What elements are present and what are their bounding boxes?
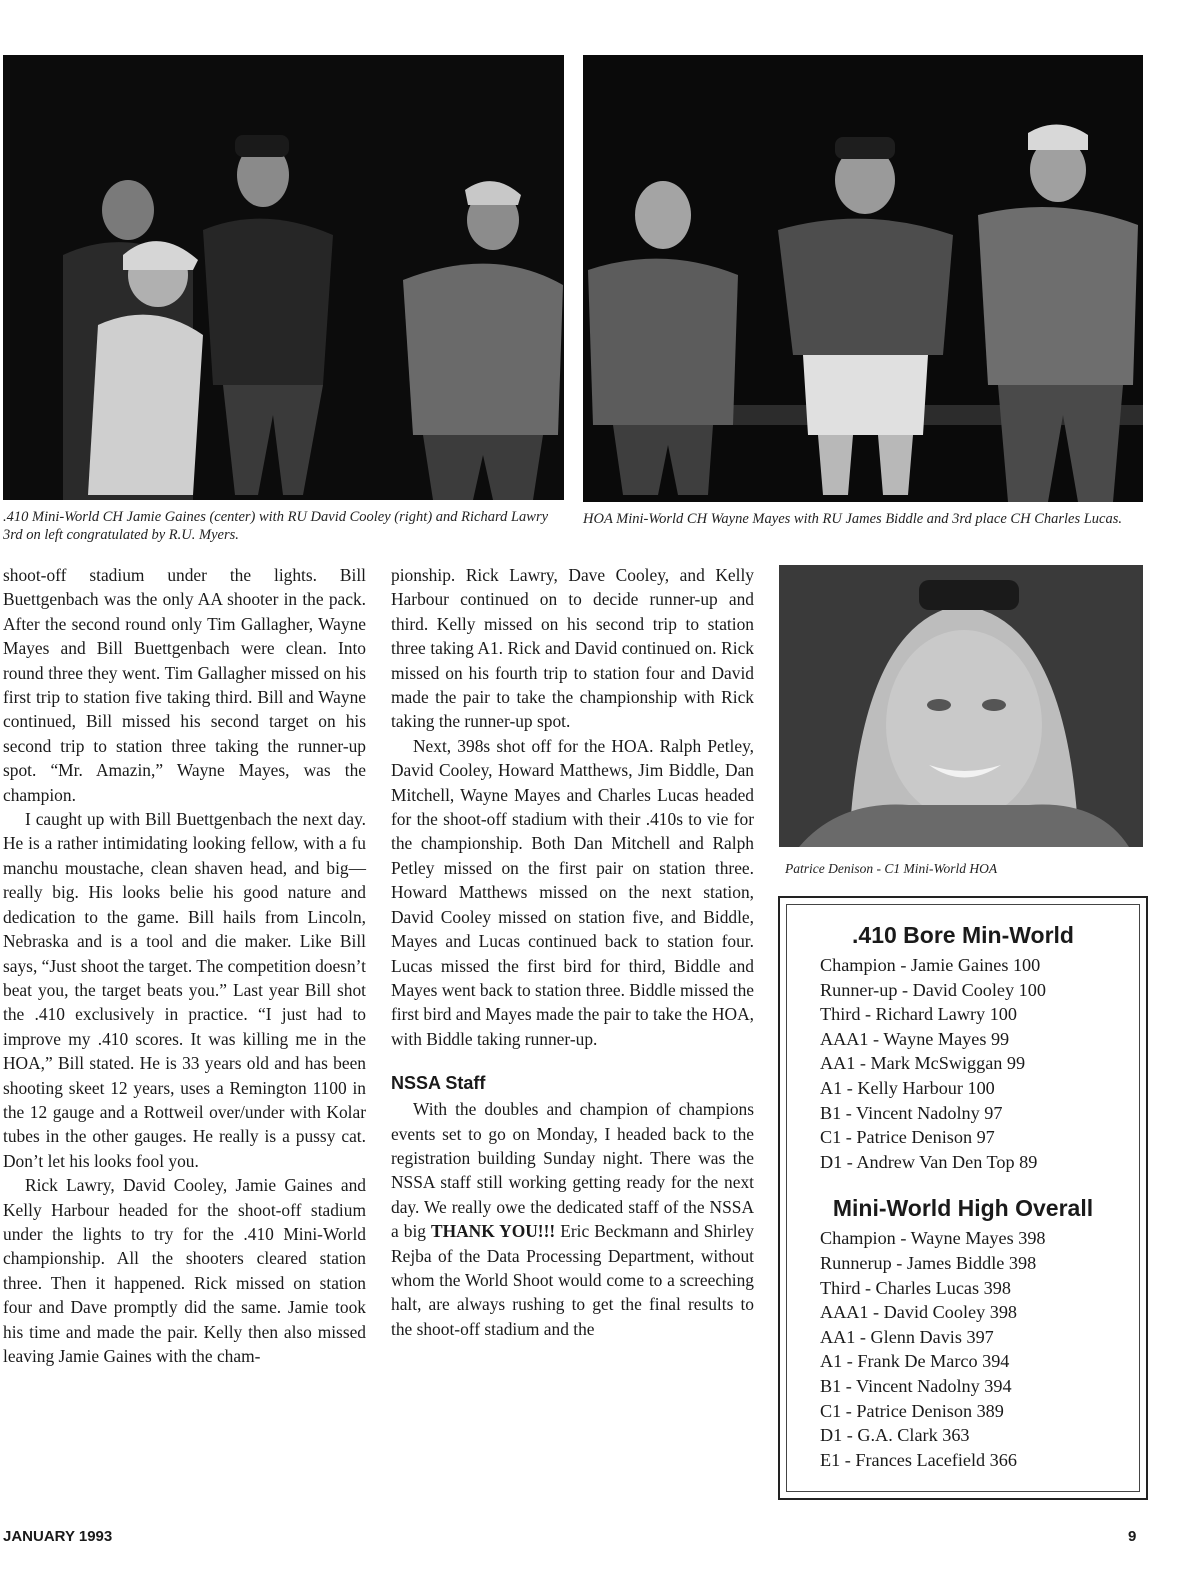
right-photo-caption: HOA Mini-World CH Wayne Mayes with RU James Biddle and 3rd place CH Charles Lucas.	[583, 511, 1123, 527]
paragraph: pionship. Rick Lawry, Dave Cooley, and Kelly Harbour continued on to decide runner-up and third. Kelly missed on his second trip to station three taking A1. Rick and David continued on. Rick missed on his fourth trip to station four and David made the pair to take the championship with Rick taking the runner-up spot.	[391, 565, 754, 732]
result-row: A1 - Kelly Harbour 100	[820, 1077, 995, 1098]
paragraph	[391, 1097, 754, 1341]
result-row: Third - Charles Lucas 398	[820, 1277, 1011, 1298]
photo-mini-world-410-winners	[3, 55, 564, 500]
result-row: C1 - Patrice Denison 97	[820, 1127, 995, 1148]
photo-mini-world-hoa-winners	[583, 55, 1143, 502]
result-row: Third - Richard Lawry 100	[820, 1004, 1017, 1025]
bore-results-title: .410 Bore Min-World	[852, 922, 1074, 948]
result-row: AA1 - Mark McSwiggan 99	[820, 1053, 1026, 1074]
result-row: B1 - Vincent Nadolny 97	[820, 1102, 1003, 1123]
page-number: 9	[1128, 1528, 1137, 1545]
article-column-2	[391, 563, 754, 1341]
paragraph: Rick Lawry, David Cooley, Jamie Gaines and Kelly Harbour headed for the shoot-off stadium under the lights to try for the .410 Mini-World championship. All the shooters cleared station three. Then it happened. Rick missed on station four and Dave promptly did the same. Jamie took his time and made the pair. Kelly then also missed leaving Jamie Gaines with the cham-	[3, 1175, 366, 1366]
result-row: A1 - Frank De Marco 394	[820, 1351, 1010, 1372]
staff-text-before: With the doubles and champion of champions events set to go on Monday, I headed back to the registration building Sunday night. There was the NSSA staff still working getting ready for the next day. We really owe the dedicated staff of the NSSA a big	[391, 1099, 754, 1242]
thank-you-emphasis: THANK YOU!!!	[431, 1221, 556, 1242]
section-heading: NSSA Staff	[391, 1073, 486, 1094]
photo-patrice-denison	[779, 565, 1143, 847]
result-row: Champion - Jamie Gaines 100	[820, 955, 1041, 975]
result-row: D1 - Andrew Van Den Top 89	[820, 1151, 1038, 1172]
result-row: AAA1 - Wayne Mayes 99	[820, 1028, 1010, 1049]
hoa-results-list	[787, 1226, 1139, 1472]
result-row: AA1 - Glenn Davis 397	[820, 1326, 994, 1347]
paragraph: I caught up with Bill Buettgenbach the next day. He is a rather intimidating looking fellow, with a fu manchu moustache, clean shaven head, and big—really big. His looks belie his good nature and dedication to the game. Bill hails from Lincoln, Nebraska and is a tool and die maker. Like Bill says, “Just shoot the target. The competition doesn’t beat you, the target beats you.” Last year Bill shot the .410 exclusively in practice. “I just had to improve my .410 scores. It was killing me in the HOA,” Bill stated. He is 33 years old and has been shooting skeet 12 years, uses a Remington 1100 in the 12 gauge and a Rottweil over/under with Kolar tubes in the other gauges. He really is a pussy cat. Don’t let his looks fool you.	[3, 809, 366, 1171]
hoa-results-title: Mini-World High Overall	[832, 1195, 1094, 1222]
result-row: Champion - Wayne Mayes 398	[820, 1228, 1046, 1249]
result-row: AAA1 - David Cooley 398	[820, 1302, 1018, 1323]
article-column-1	[3, 563, 366, 1368]
results-box-inner	[786, 904, 1140, 1492]
result-row: Runnerup - James Biddle 398	[820, 1252, 1037, 1273]
portrait-caption: Patrice Denison - C1 Mini-World HOA	[785, 861, 998, 876]
paragraph: Next, 398s shot off for the HOA. Ralph Petley, David Cooley, Howard Matthews, Jim Biddle, Dan Mitchell, Wayne Mayes and Charles Lucas headed for the shoot-off stadium with their .410s to vie for the championship. Both Dan Mitchell and Ralph Petley missed on the first pair on station three. Howard Matthews missed on the next station, David Cooley missed on station five, and Biddle, Mayes and Lucas continued back to station four. Lucas missed the first bird for third, Biddle and Mayes went back to station three. Biddle missed the first bird and Mayes made the pair to take the HOA, with Biddle taking runner-up.	[391, 735, 754, 1049]
bore-results-list	[787, 953, 1139, 1174]
left-photo-caption: .410 Mini-World CH Jamie Gaines (center) with RU David Cooley (right) and Richard Lawry 3rd on left congratulated by R.U. Myers.	[3, 509, 549, 543]
result-row: E1 - Frances Lacefield 366	[820, 1449, 1017, 1470]
paragraph: shoot-off stadium under the lights. Bill Buettgenbach was the only AA shooter in the pack. After the second round only Tim Gallagher, Wayne Mayes and Bill Buettgenbach were clean. Into round three they went. Tim Gallagher missed on his first trip to station five taking third. Bill and Wayne continued, Bill missed his second target on his second trip to station three taking the runner-up spot. “Mr. Amazin,” Wayne Mayes, was the champion.	[3, 565, 366, 805]
result-row: Runner-up - David Cooley 100	[820, 979, 1046, 1000]
result-row: C1 - Patrice Denison 389	[820, 1400, 1004, 1421]
staff-text-after: Eric Beckmann and Shirley Rejba of the Data Processing Department, without whom the World Shoot would come to a screeching halt, are always rushing to get the final results to the shoot-off stadium and the	[391, 1221, 754, 1339]
footer-date: JANUARY 1993	[3, 1528, 113, 1545]
result-row: B1 - Vincent Nadolny 394	[820, 1375, 1012, 1396]
results-box	[778, 896, 1148, 1500]
result-row: D1 - G.A. Clark 363	[820, 1425, 970, 1446]
